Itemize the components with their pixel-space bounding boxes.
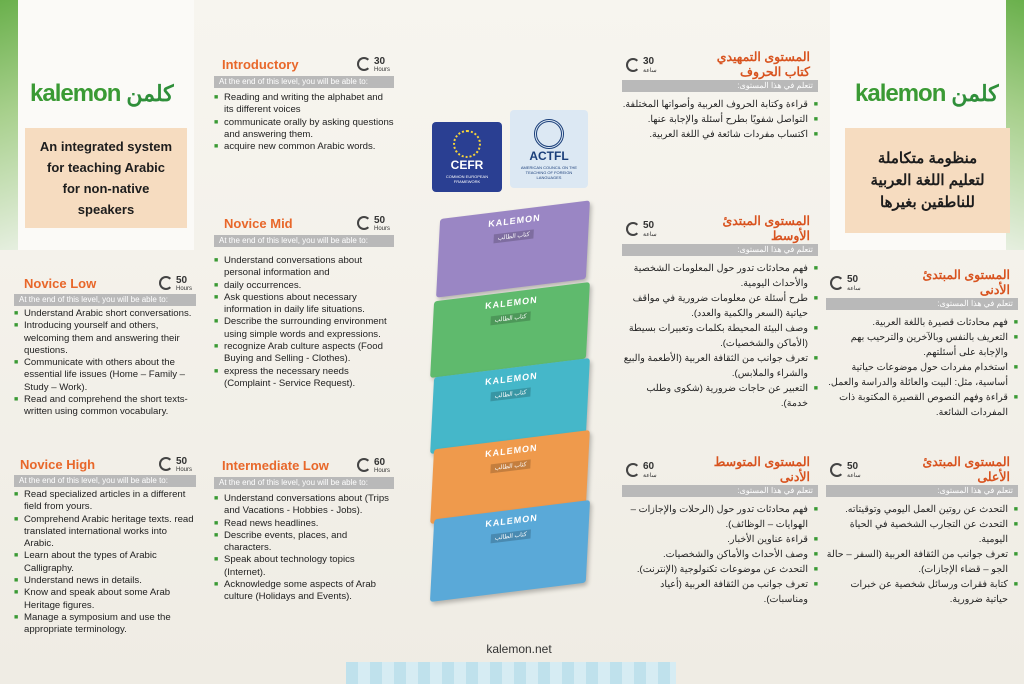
list-item: ■ acquire new common Arabic words. [214,141,394,153]
clock-icon [159,276,173,290]
actfl-name: ACTFL [529,148,569,163]
list-item: ■ recognize Arab culture aspects (Food Buying and Selling - Clothes). [214,341,394,366]
level-intermediate-low-ar [622,455,818,607]
list-item: ■ Communicate with others about the essential life issues (Home – Family – Study – Work). [14,357,196,394]
book-tag: كتاب الطالب [491,529,531,543]
level-title: Novice High [20,456,96,472]
brand-logo-latin: kalemon [30,80,121,107]
level-title: المستوى التمهيدي كتاب الحروف [716,50,810,79]
hours-unit: Hours [175,285,192,292]
level-intro-bar: At the end of this level, you will be able to: [214,477,394,489]
list-item: ■ طرح أسئلة عن معلومات ضرورية في مواقف حياتية (السعر والكمية والعدد). [622,291,818,321]
hours-unit: ساعة [847,473,861,479]
list-item: ■ Learn about the types of Arabic Calligraphy. [14,550,196,575]
list-item: ■ تعرف جوانب من الثقافة العربية (الأطعمة والبيع والشراء والملابس). [622,351,818,381]
level-novice-low-en [14,272,196,419]
clock-icon [626,463,640,477]
pattern-strip [346,662,676,684]
list-item: ■ Comprehend Arabic heritage texts. read translated international works into Arabic. [14,514,196,551]
list-item: ■ فهم محادثات قصيرة باللغة العربية. [826,315,1018,330]
list-item: ■ وصف الأحداث والأماكن والشخصيات. [622,547,818,562]
cefr-name: CEFR [450,158,484,172]
left-tagline: An integrated system for teaching Arabic for non-native speakers [39,139,173,217]
book-title: KALEMON [484,294,538,312]
hours-unit: ساعة [643,68,657,74]
list-item: ■ Read and comprehend the short texts-written using common vocabulary. [14,394,196,419]
novice-mid-ar-list [622,261,818,411]
list-item: ■ Understand conversations about personal information and [214,255,394,280]
level-title: المستوى المبتدئ الأوسط [722,214,810,243]
level-intro-bar: تتعلم في هذا المستوى: [826,485,1018,497]
list-item: ■ Read news headlines. [214,518,394,530]
right-tagline: منظومة متكاملة لتعليم اللغة العربية للناطقين بغيرها [870,149,985,211]
list-item: ■ التحدث عن موضوعات تكنولوجية (الإنترنت). [622,562,818,577]
level-intro-bar: تتعلم في هذا المستوى: [622,80,818,92]
clock-icon [830,276,844,290]
hours-value: 50 [847,274,859,285]
book-title: KALEMON [487,212,541,230]
hours-value: 50 [847,461,859,472]
brand-logo-left [30,80,180,108]
level-intro-bar: At the end of this level, you will be able to: [14,475,196,487]
hours-value: 50 [175,274,188,286]
novice-mid-en-list [214,255,394,390]
actfl-subtitle: AMERICAN COUNCIL ON THE TEACHING OF FOREIGN LANGUAGES [520,164,578,180]
actfl-rosette-icon [534,119,564,149]
level-title: المستوى المتوسط الأدنى [713,455,810,484]
level-novice-high-ar [826,455,1018,607]
hours-unit: Hours [373,225,390,232]
hours-unit: ساعة [643,232,657,238]
book-tag: كتاب الطالب [491,387,531,401]
right-tagline-box [845,128,1010,233]
brand-logo-right [855,80,1005,108]
level-intermediate-low-en [214,453,394,604]
list-item: ■ Ask questions about necessary information in daily life situations. [214,292,394,317]
level-novice-mid-en [214,211,394,390]
hours-badge [357,56,390,73]
list-item: ■ اكتساب مفردات شائعة في اللغة العربية. [622,127,818,142]
list-item: ■ فهم محادثات تدور حول (الرحلات والإجازات – الهوايات – الوظائف). [622,502,818,532]
hours-value: 50 [643,220,655,231]
list-item: ■ استخدام مفردات حول موضوعات حياتية أساسية، مثل: البيت والعائلة والدراسة والعمل. [826,360,1018,390]
level-introductory-ar [622,50,818,142]
level-intro-bar: تتعلم في هذا المستوى: [826,298,1018,310]
list-item: ■ تعرف جوانب من الثقافة العربية (السفر – حالة الجو – قضاء الإجازات). [826,547,1018,577]
list-item: ■ Reading and writing the alphabet and its different voices [214,92,394,117]
book-title: KALEMON [485,512,539,530]
hours-value: 60 [643,461,655,472]
list-item: ■ Introducing yourself and others, welcoming them and answering their questions. [14,320,196,357]
list-item: ■ التحدث عن روتين العمل اليومي وتوقيتاته. [826,502,1018,517]
list-item: ■ التحدث عن التجارب الشخصية في الحياة اليومية. [826,517,1018,547]
list-item: ■ التعبير عن حاجات ضرورية (شكوى وطلب خدمة). [622,381,818,411]
hours-badge [159,456,192,473]
hours-badge [626,220,657,238]
hours-badge [830,274,861,292]
hours-unit: Hours [175,466,192,473]
book-title: KALEMON [484,442,538,460]
list-item: ■ Know and speak about some Arab Heritage figures. [14,587,196,612]
list-item: ■ Read specialized articles in a different field from yours. [14,489,196,514]
level-intro-bar: At the end of this level, you will be able to: [214,235,394,247]
leaf-decoration-left [0,0,18,250]
clock-icon [159,457,173,471]
list-item: ■ وصف البيئة المحيطة بكلمات وتعبيرات بسيطة (الأماكن والشخصيات). [622,321,818,351]
hours-value: 60 [373,456,386,468]
level-novice-mid-ar [622,214,818,411]
cefr-badge [432,122,502,192]
list-item: ■ Manage a symposium and use the appropriate terminology. [14,612,196,637]
intermediate-low-en-list [214,493,394,604]
website-link[interactable]: kalemon.net [486,642,552,656]
hours-value: 50 [373,214,386,226]
list-item: ■ قراءة وكتابة الحروف العربية وأصواتها المختلفة. [622,97,818,112]
clock-icon [357,458,371,472]
novice-low-en-list [14,308,196,419]
list-item: ■ Acknowledge some aspects of Arab culture (Holidays and Events). [214,579,394,604]
clock-icon [357,216,371,230]
clock-icon [357,57,371,71]
novice-low-ar-list [826,315,1018,420]
book-tag: كتاب الطالب [490,459,530,473]
hours-badge [626,461,657,479]
list-item: ■ فهم محادثات تدور حول المعلومات الشخصية والأحداث اليومية. [622,261,818,291]
hours-unit: Hours [373,66,390,73]
hours-badge [357,457,390,474]
introductory-en-list [214,92,394,153]
level-intro-bar: At the end of this level, you will be able to: [214,76,394,88]
list-item: ■ Understand news in details. [14,575,196,587]
hours-badge [357,215,390,232]
eu-stars-icon [453,130,481,158]
clock-icon [830,463,844,477]
list-item: ■ express the necessary needs (Complaint - Service Request). [214,366,394,391]
novice-high-en-list [14,489,196,637]
brand-logo-latin: kalemon [855,80,946,107]
hours-unit: Hours [373,467,390,474]
book-tag: كتاب الطالب [494,229,534,243]
left-tagline-box [25,128,187,228]
list-item: ■ Describe events, places, and characters. [214,530,394,555]
level-title: المستوى المبتدئ الأعلى [922,455,1010,484]
list-item: ■ التعريف بالنفس وبالآخرين والترحيب بهم والإجابة على أسئلتهم. [826,330,1018,360]
list-item: ■ daily occurrences. [214,280,394,292]
list-item: ■ تعرف جوانب من الثقافة العربية (أعياد ومناسبات). [622,577,818,607]
level-intro-bar: تتعلم في هذا المستوى: [622,485,818,497]
brand-logo-arabic: كلمن [951,81,999,106]
list-item: ■ communicate orally by asking questions and answering them. [214,117,394,142]
level-novice-low-ar [826,268,1018,420]
level-title: Introductory [222,56,299,72]
cefr-subtitle: COMMON EUROPEAN FRAMEWORK [445,174,489,184]
level-title: Novice Low [24,275,97,291]
hours-value: 30 [643,56,655,67]
hours-badge [626,56,657,74]
hours-badge [159,275,192,292]
actfl-badge [510,110,588,188]
list-item: ■ قراءة وفهم النصوص القصيرة المكتوبة ذات المفردات الشائعة. [826,390,1018,420]
hours-unit: ساعة [643,473,657,479]
novice-high-ar-list [826,502,1018,607]
list-item: ■ Understand conversations about (Trips and Vacations - Hobbies - Jobs). [214,493,394,518]
list-item: ■ Speak about technology topics (Internet). [214,554,394,579]
brand-logo-arabic: كلمن [126,81,174,106]
hours-value: 30 [373,55,386,67]
level-title: Intermediate Low [222,457,329,473]
list-item: ■ Understand Arabic short conversations. [14,308,196,320]
level-intro-bar: تتعلم في هذا المستوى: [622,244,818,256]
book-tag: كتاب الطالب [491,311,531,325]
introductory-ar-list [622,97,818,142]
list-item: ■ كتابة فقرات ورسائل شخصية عن خبرات حياتية ضرورية. [826,577,1018,607]
clock-icon [626,222,640,236]
hours-value: 50 [175,455,188,467]
clock-icon [626,58,640,72]
hours-badge [830,461,861,479]
level-novice-high-en [14,453,196,637]
list-item: ■ التواصل شفويًا بطرح أسئلة والإجابة عنها. [622,112,818,127]
hours-unit: ساعة [847,286,861,292]
level-introductory-en [214,52,394,153]
level-intro-bar: At the end of this level, you will be able to: [14,294,196,306]
intermediate-low-ar-list [622,502,818,607]
level-title: Novice Mid [224,215,293,231]
list-item: ■ Describe the surrounding environment using simple words and expressions. [214,316,394,341]
level-title: المستوى المبتدئ الأدنى [922,268,1010,297]
list-item: ■ قراءة عناوين الأخبار. [622,532,818,547]
book-title: KALEMON [484,370,538,388]
